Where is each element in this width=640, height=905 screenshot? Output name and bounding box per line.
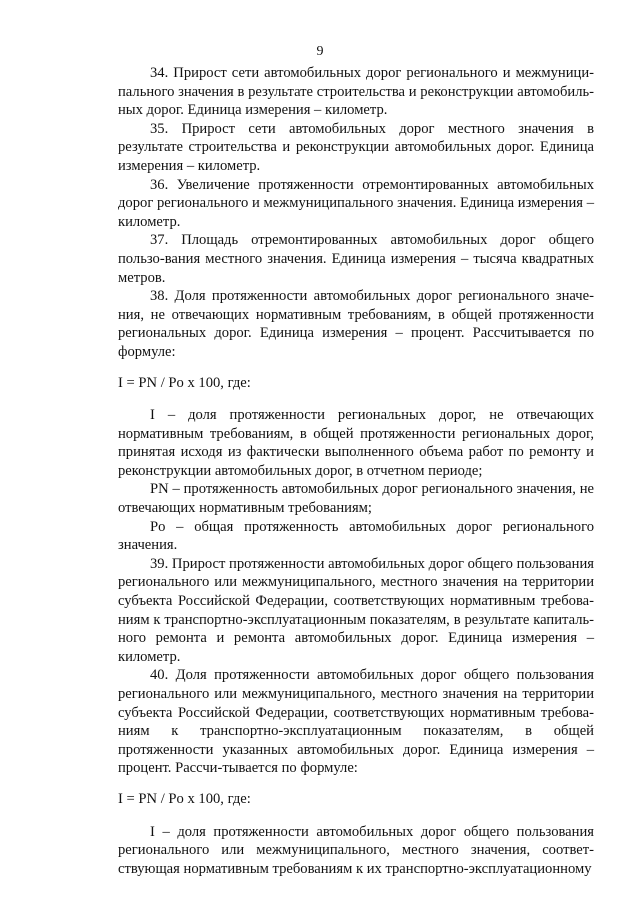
definition-i-1: I – доля протяженности региональных дорог, не отвечающих нормативным требованиям, в общей протяженности региональных дорог, принятая исходя из фактически выполненного объема работ по ремонту и реконструкции автомобильных дорог, в отчетном периоде;	[118, 407, 594, 479]
paragraph-39: 39. Прирост протяженности автомобильных дорог общего пользования регионального или межмуниципального, местного значения на территории субъекта Российской Федерации, соответствующих нормативным требова-ниям к транспортно-эксплуатационным показателям, в результате капиталь-ного ремонта и ремонта автомобильных дорог. Единица измерения – километр.	[118, 555, 594, 665]
formula-2: I = PN / Po x 100, где:	[118, 790, 251, 807]
paragraph-38: 38. Доля протяженности автомобильных дорог регионального значе-ния, не отвечающих нормативным требованиям, в общей протяженности региональных дорог. Единица измерения – процент. Рассчитывается по формуле:	[118, 288, 594, 360]
definition-pn-1: PN – протяженность автомобильных дорог регионального значения, не отвечающих нормативным требованиям;	[118, 481, 594, 517]
definition-i-2: I – доля протяженности автомобильных дорог общего пользования регионального или межмуниципального, местного значения, соответ-ствующая нормативным требованиям к их транспортно-эксплуатационному	[118, 823, 594, 877]
page-number: 9	[316, 44, 324, 59]
paragraph-40: 40. Доля протяженности автомобильных дорог общего пользования регионального или межмуниципального, местного значения на территории субъекта Российской Федерации, соответствующих нормативным требова-ниям к транспортно-эксплуатационным показателям, в общей протяженности указанных автомобильных дорог. Единица измерения – процент. Рассчи-тывается по формуле:	[118, 667, 594, 777]
paragraph-35: 35. Прирост сети автомобильных дорог местного значения в результате строительства и реконструкции автомобильных дорог. Единица измерения – километр.	[118, 120, 594, 174]
document-body	[118, 64, 594, 878]
paragraph-34: 34. Прирост сети автомобильных дорог регионального и межмуници-пального значения в результате строительства и реконструкции автомобиль-ных дорог. Единица измерения – километр.	[118, 65, 594, 119]
formula-1: I = PN / Po x 100, где:	[118, 374, 251, 391]
paragraph-36: 36. Увеличение протяженности отремонтированных автомобильных дорог регионального и межмуниципального значения. Единица измерения – километр.	[118, 176, 594, 230]
definition-po-1: Po – общая протяженность автомобильных дорог регионального значения.	[118, 518, 594, 554]
paragraph-37: 37. Площадь отремонтированных автомобильных дорог общего пользо-вания местного значения. Единица измерения – тысяча квадратных метров.	[118, 232, 594, 286]
